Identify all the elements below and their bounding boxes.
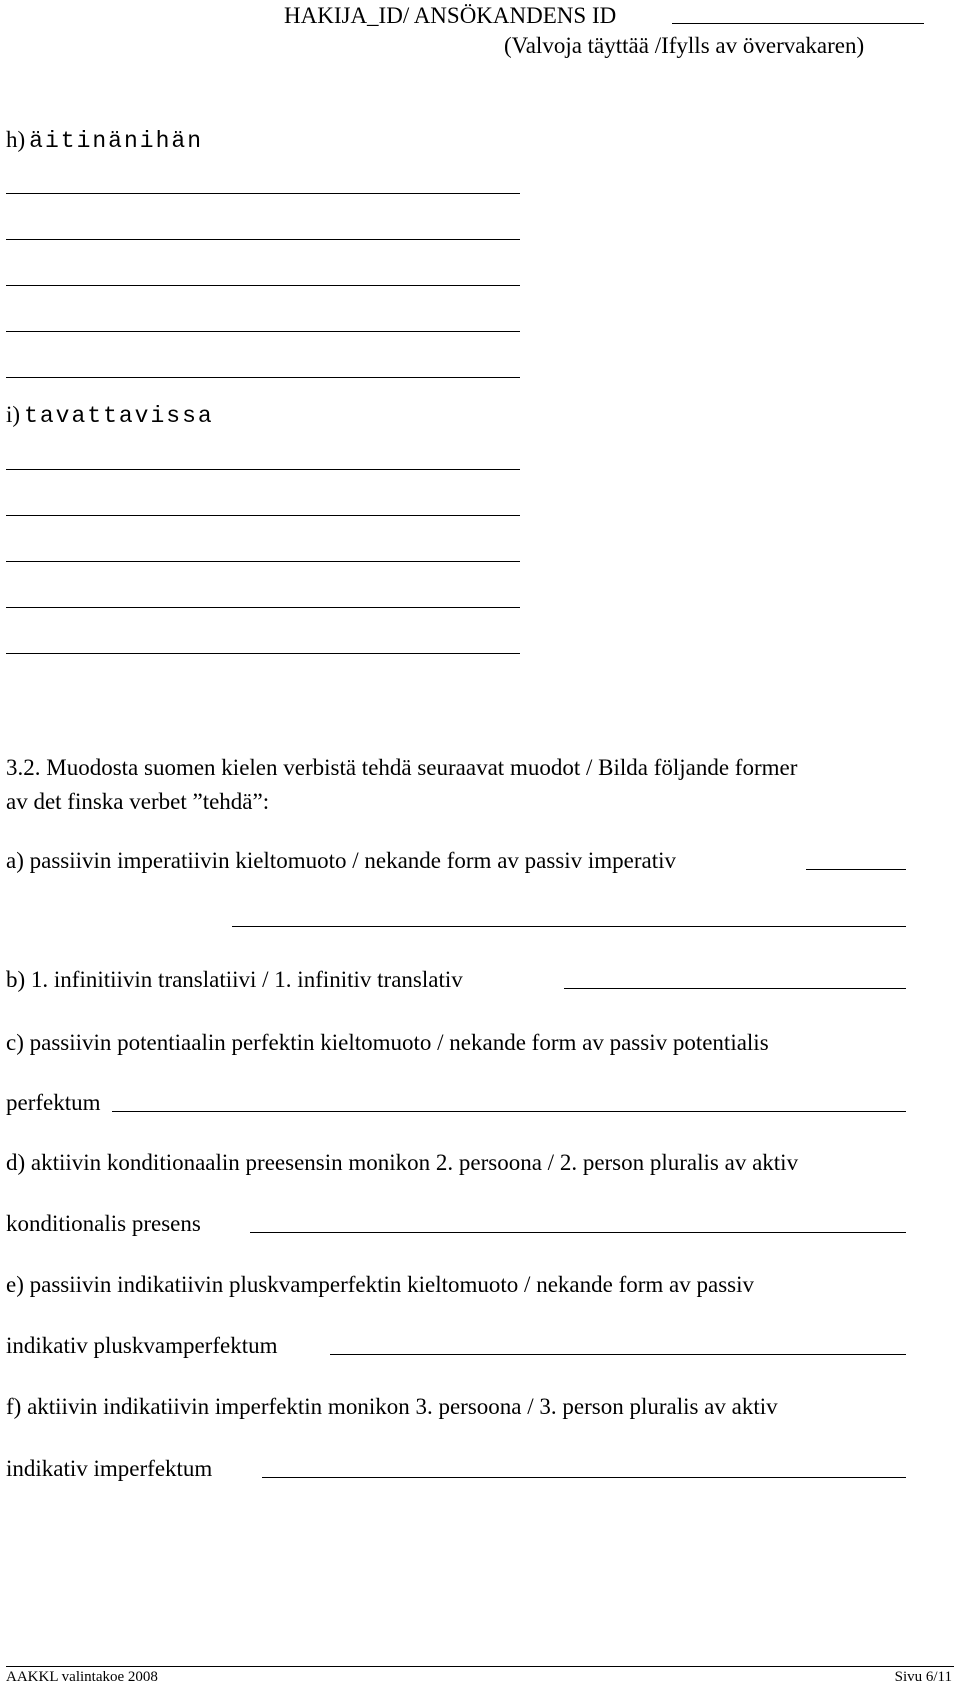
exercise-h-word: äitinänihän: [29, 128, 203, 154]
task-item-f-line-1: f) aktiivin indikatiivin imperfektin monikon 3. persoona / 3. person pluralis av aktiv: [6, 1394, 778, 1419]
task-item-f-line-2: indikativ imperfektum: [6, 1456, 213, 1481]
footer-page-number: Sivu 6/11: [894, 1669, 952, 1685]
answer-line-i-2[interactable]: [6, 515, 520, 516]
applicant-id-field[interactable]: [672, 23, 924, 24]
answer-line-f[interactable]: [262, 1477, 906, 1478]
task-item-d-line-2: konditionalis presens: [6, 1211, 201, 1236]
exercise-h-marker: h): [6, 127, 26, 152]
answer-line-i-1[interactable]: [6, 469, 520, 470]
answer-line-i-4[interactable]: [6, 607, 520, 608]
footer-divider: [6, 1666, 954, 1667]
answer-line-a-1[interactable]: [806, 869, 906, 870]
answer-line-b[interactable]: [564, 988, 906, 989]
task-item-c-line-2: perfektum: [6, 1090, 101, 1115]
answer-line-d[interactable]: [250, 1232, 906, 1233]
task-item-b: b) 1. infinitiivin translatiivi / 1. infinitiv translativ: [6, 967, 463, 992]
answer-line-c[interactable]: [112, 1111, 906, 1112]
applicant-id-label: HAKIJA_ID/ ANSÖKANDENS ID: [284, 3, 617, 28]
exercise-i-word: tavattavissa: [24, 403, 214, 429]
exercise-i: [6, 401, 214, 429]
answer-line-h-4[interactable]: [6, 331, 520, 332]
task-item-d-line-1: d) aktiivin konditionaalin preesensin monikon 2. persoona / 2. person pluralis av aktiv: [6, 1150, 799, 1175]
answer-line-h-5[interactable]: [6, 377, 520, 378]
task-item-c-line-1: c) passiivin potentiaalin perfektin kieltomuoto / nekande form av passiv potentialis: [6, 1030, 769, 1055]
answer-line-i-5[interactable]: [6, 653, 520, 654]
task-item-e-line-2: indikativ pluskvamperfektum: [6, 1333, 278, 1358]
exercise-i-marker: i): [6, 402, 21, 427]
supervisor-note: (Valvoja täyttää /Ifylls av övervakaren): [504, 33, 865, 58]
answer-line-i-3[interactable]: [6, 561, 520, 562]
answer-line-a-2[interactable]: [232, 926, 906, 927]
answer-line-h-2[interactable]: [6, 239, 520, 240]
answer-line-h-1[interactable]: [6, 193, 520, 194]
task-item-a: a) passiivin imperatiivin kieltomuoto / nekande form av passiv imperativ: [6, 848, 677, 873]
exercise-h: [6, 126, 203, 154]
footer-left: AAKKL valintakoe 2008: [6, 1669, 158, 1685]
task-title-line-2: av det finska verbet ”tehdä”:: [6, 789, 270, 814]
task-title-line-1: 3.2. Muodosta suomen kielen verbistä tehdä seuraavat muodot / Bilda följande former: [6, 755, 798, 780]
answer-line-h-3[interactable]: [6, 285, 520, 286]
task-item-e-line-1: e) passiivin indikatiivin pluskvamperfektin kieltomuoto / nekande form av passiv: [6, 1272, 754, 1297]
answer-line-e[interactable]: [330, 1354, 906, 1355]
